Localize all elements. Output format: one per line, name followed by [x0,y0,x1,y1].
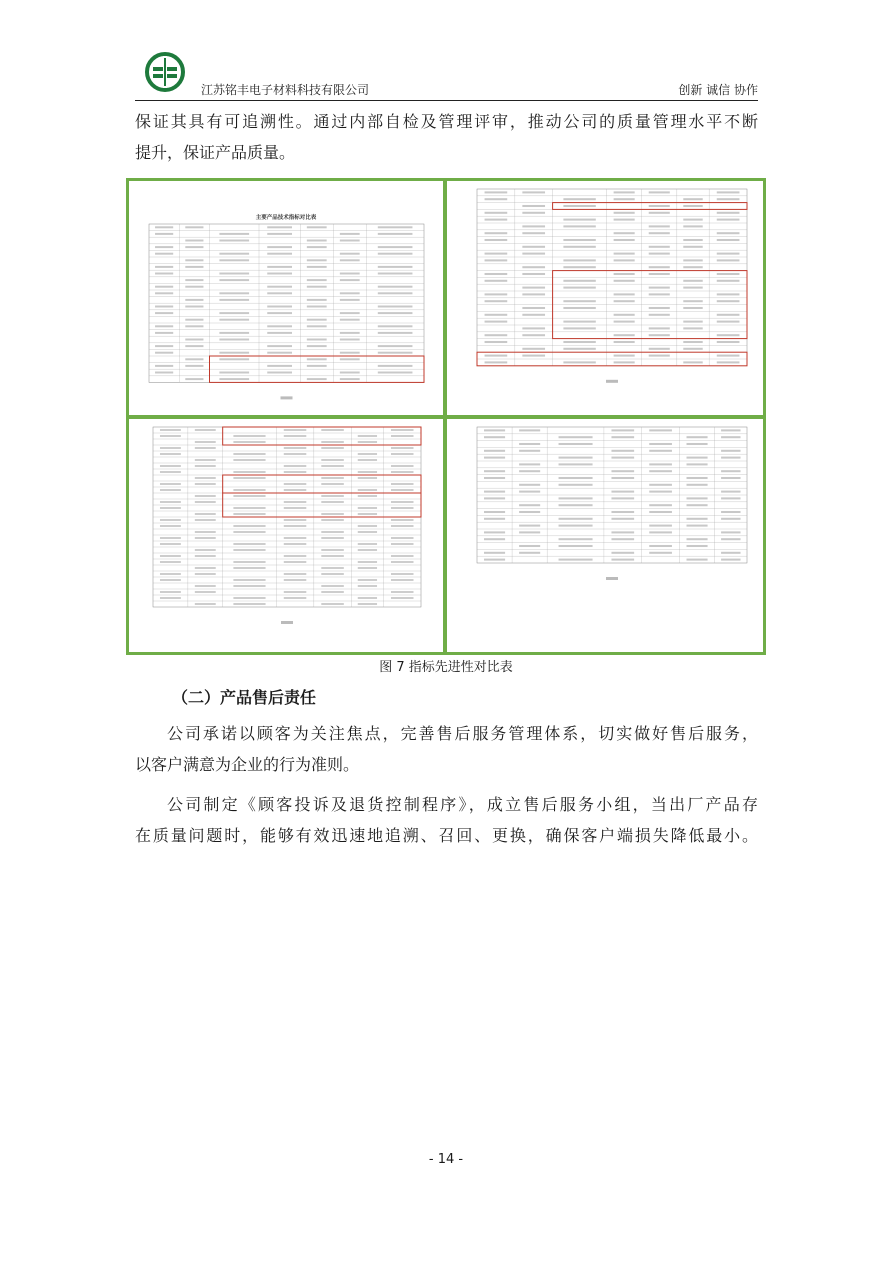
table-thumbnail-3 [129,419,443,652]
section-para-1-line-1: 公司承诺以顾客为关注焦点，完善售后服务管理体系，切实做好售后服务， [167,724,758,743]
section-para-1-line-2: 以客户满意为企业的行为准则。 [135,755,360,774]
comparison-table-figure [126,178,766,655]
table-image-1 [129,181,443,415]
page-number: - 14 - [428,1152,464,1167]
table-image-4 [447,419,763,652]
company-name: 江苏铭丰电子材料科技有限公司 [201,83,370,97]
table-thumbnail-2 [447,181,763,415]
section-para-2-line-1: 公司制定《顾客投诉及退货控制程序》，成立售后服务小组，当出厂产品存 [167,795,758,814]
section-heading: （二）产品售后责任 [172,688,317,707]
table-title: 主要产品技术指标对比表 [255,215,317,221]
intro-line-2: 提升，保证产品质量。 [135,143,296,162]
header-divider [135,100,758,101]
table-image-3 [129,419,443,652]
section-para-2-line-2: 在质量问题时，能够有效迅速地追溯、召回、更换，确保客户端损失降低最小。 [135,826,758,845]
figure-caption: 图 7 指标先进性对比表 [379,660,513,675]
intro-line-1: 保证其具有可追溯性。通过内部自检及管理评审，推动公司的质量管理水平不断 [135,112,758,131]
company-motto: 创新 诚信 协作 [678,83,758,97]
company-logo [143,50,187,94]
page-header [135,48,758,102]
table-thumbnail-4 [447,419,763,652]
table-thumbnail-1 [129,181,443,415]
table-image-2 [447,181,763,415]
